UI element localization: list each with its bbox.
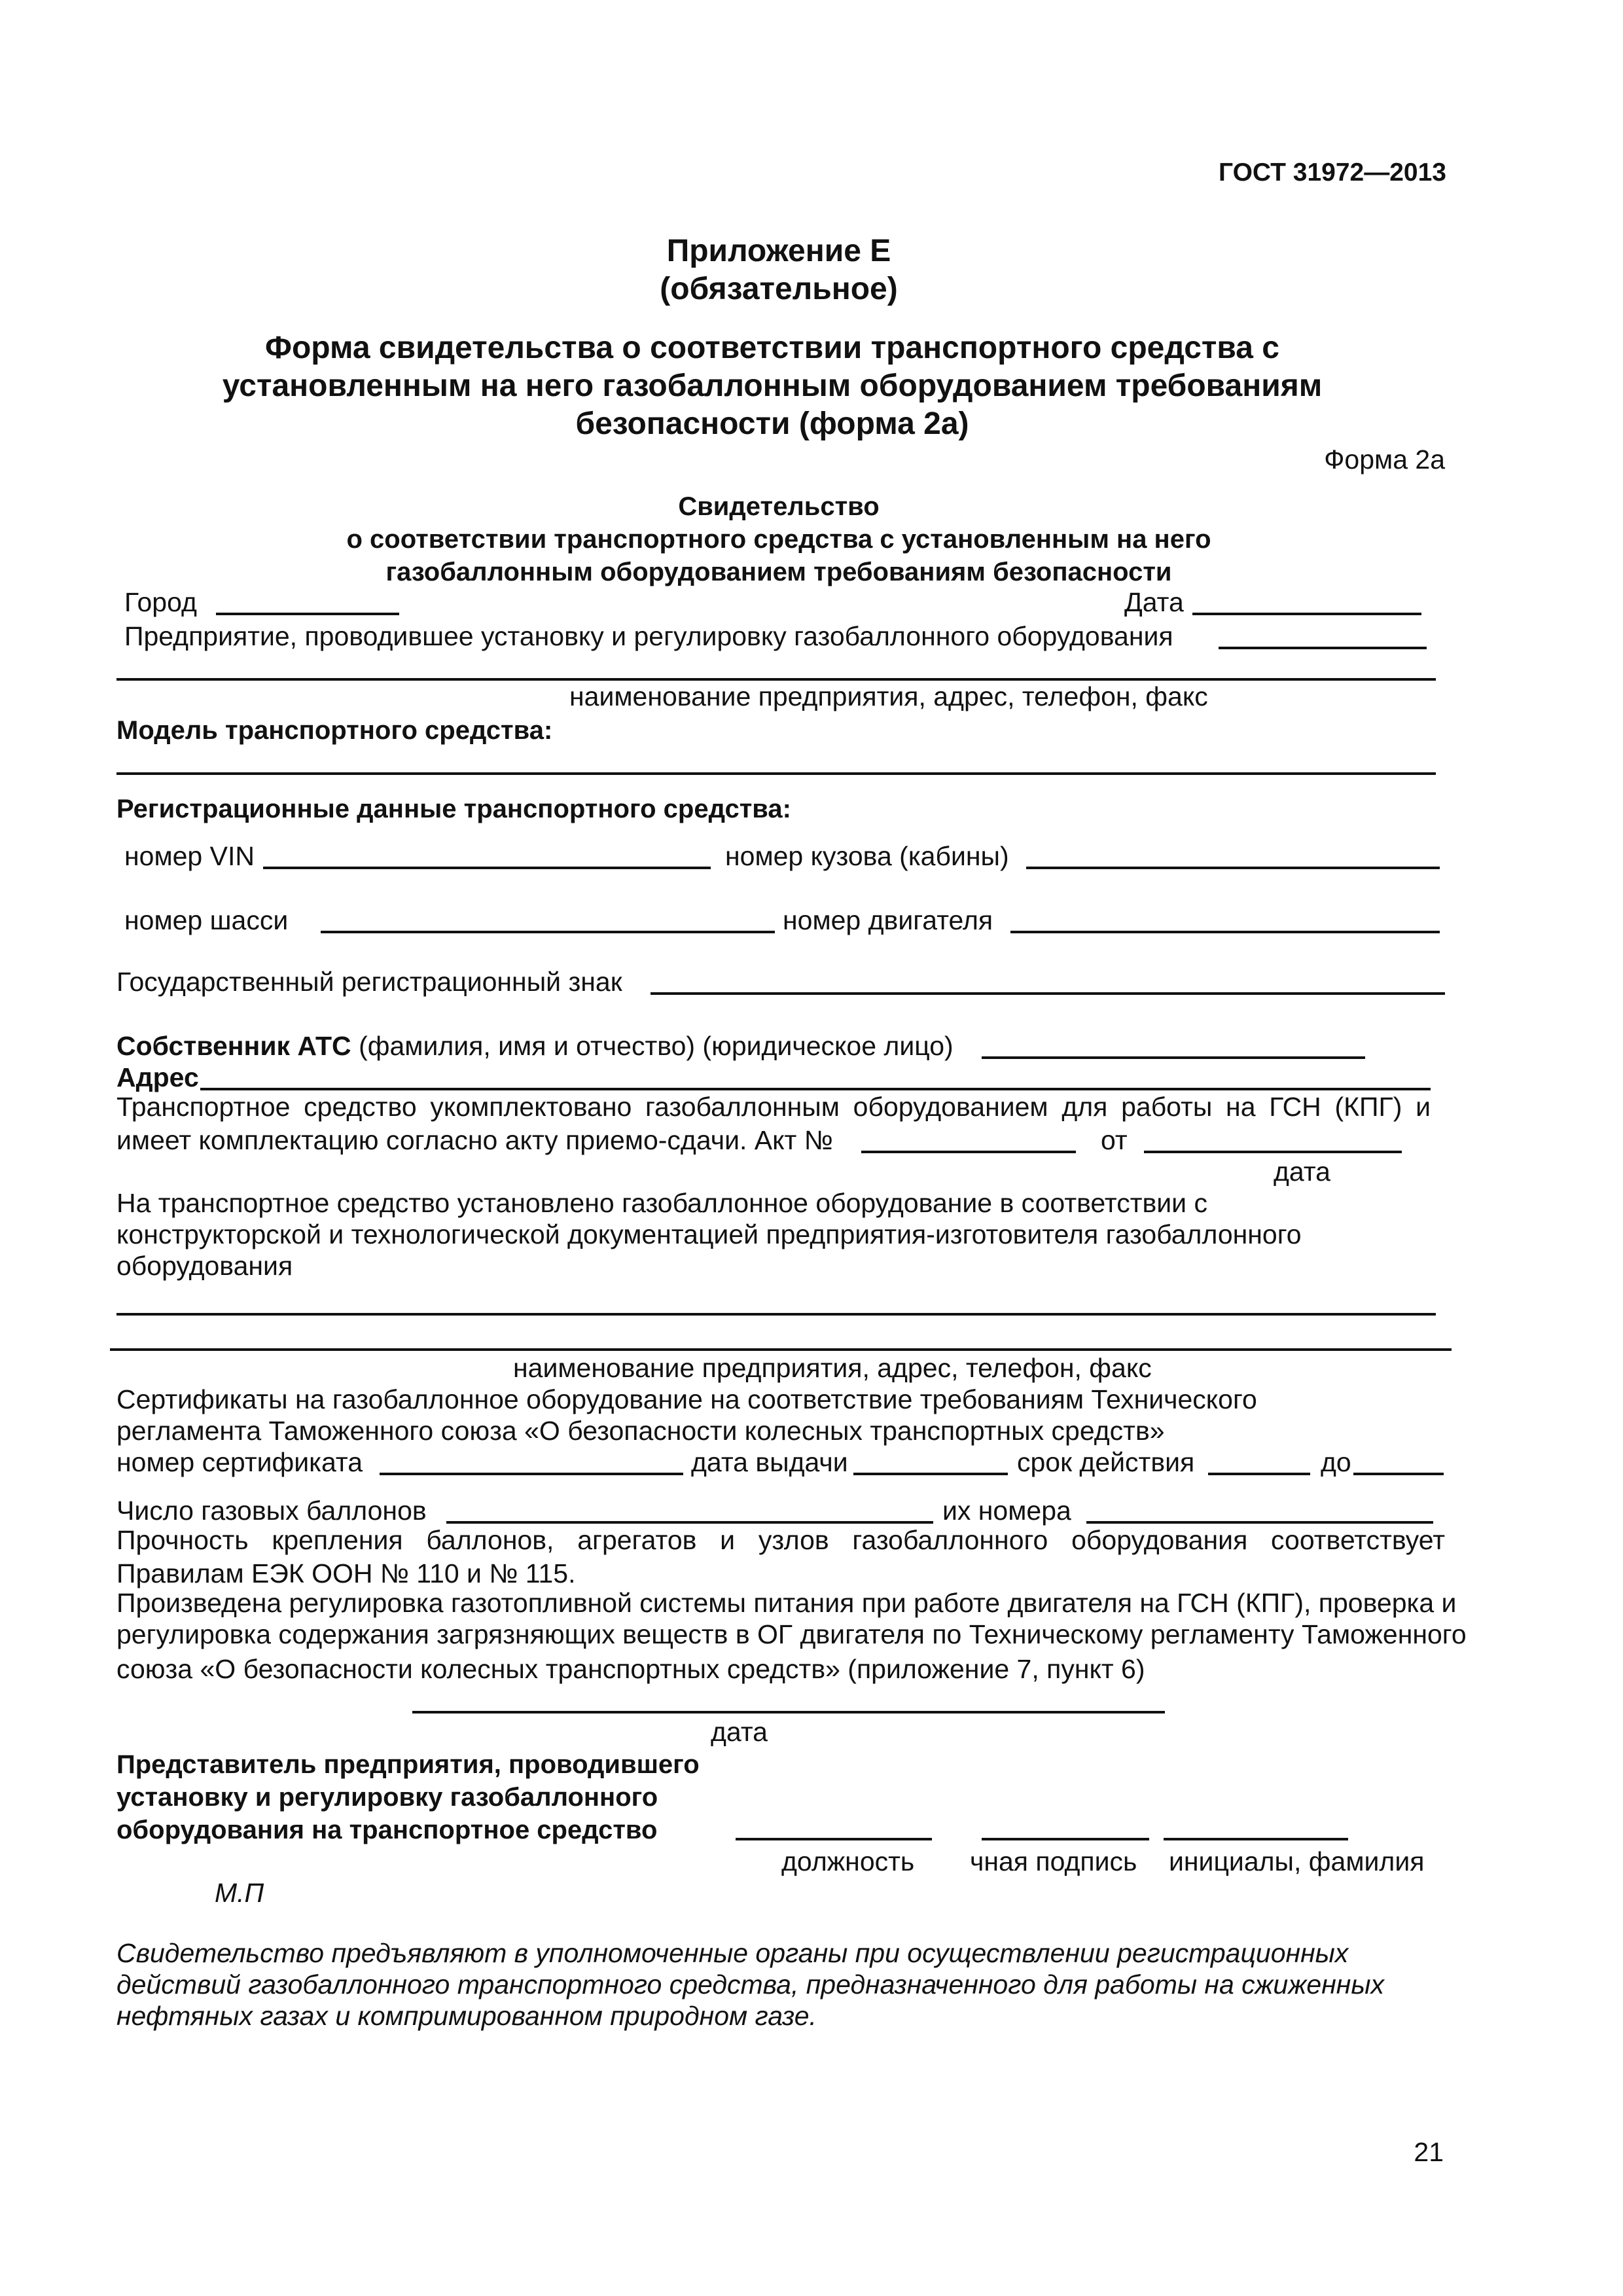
- engine-number-label: номер двигателя: [783, 905, 993, 935]
- page-number: 21: [1414, 2137, 1444, 2167]
- vin-field[interactable]: [263, 867, 711, 869]
- issue-date-label: дата выдачи: [691, 1447, 848, 1477]
- form-label: Форма 2а: [1324, 444, 1445, 475]
- installed-line-3: оборудования: [116, 1251, 293, 1281]
- address-label: Адрес: [116, 1062, 199, 1092]
- strength-line-1: Прочность крепления баллонов, агрегатов и узлов газобаллонного оборудования соответствует: [116, 1525, 1445, 1555]
- certificates-line-2: регламента Таможенного союза «О безопасности колесных транспортных средств»: [116, 1416, 1165, 1446]
- position-field[interactable]: [736, 1838, 932, 1840]
- certificates-line-1: Сертификаты на газобаллонное оборудование на соответствие требованиям Технического: [116, 1384, 1257, 1414]
- their-numbers-label: их номера: [942, 1496, 1071, 1526]
- initials-field[interactable]: [1164, 1838, 1348, 1840]
- initials-caption: инициалы, фамилия: [1169, 1846, 1425, 1876]
- vehicle-model-field[interactable]: [116, 772, 1436, 775]
- footnote-line-1: Свидетельство предъявляют в уполномоченные органы при осуществлении регистрационных: [116, 1938, 1349, 1968]
- manufacturer-field-2[interactable]: [110, 1348, 1452, 1351]
- cert-number-field[interactable]: [380, 1473, 683, 1475]
- act-date-caption: дата: [1274, 1157, 1330, 1187]
- cylinders-label: Число газовых баллонов: [116, 1496, 427, 1526]
- representative-line-3: оборудования на транспортное средство: [116, 1816, 658, 1844]
- owner-label-bold: Собственник АТС: [116, 1031, 351, 1061]
- city-field[interactable]: [216, 613, 399, 615]
- stamp-label: М.П: [215, 1878, 264, 1908]
- chassis-number-label: номер шасси: [124, 905, 289, 935]
- validity-label: срок действия: [1017, 1447, 1195, 1477]
- issue-date-field[interactable]: [853, 1473, 1008, 1475]
- act-number-field[interactable]: [861, 1151, 1076, 1153]
- chassis-number-field[interactable]: [321, 931, 775, 933]
- installed-line-2: конструкторской и технологической документацией предприятия-изготовителя газобаллонного: [116, 1219, 1302, 1249]
- vehicle-model-label: Модель транспортного средства:: [116, 716, 553, 745]
- until-field[interactable]: [1353, 1473, 1444, 1475]
- address-field[interactable]: [200, 1088, 1431, 1090]
- representative-line-1: Представитель предприятия, проводившего: [116, 1750, 700, 1779]
- adjustment-date-field[interactable]: [412, 1711, 1165, 1713]
- engine-number-field[interactable]: [1010, 931, 1440, 933]
- cert-number-label: номер сертификата: [116, 1447, 363, 1477]
- equipped-line-1: Транспортное средство укомплектовано газобаллонным оборудованием для работы на ГСН (КПГ) и: [116, 1092, 1431, 1122]
- adjustment-line-1: Произведена регулировка газотопливной системы питания при работе двигателя на ГСН (КПГ), проверка и: [116, 1588, 1457, 1618]
- adjustment-line-3: союза «О безопасности колесных транспортных средств» (приложение 7, пункт 6): [116, 1654, 1145, 1684]
- adjustment-date-caption: дата: [711, 1717, 768, 1747]
- appendix-title: Приложение Е: [666, 234, 891, 268]
- certificate-subtitle-line-1: о соответствии транспортного средства с установленным на него: [346, 525, 1211, 554]
- form-title-line-1: Форма свидетельства о соответствии транспортного средства с: [264, 331, 1279, 365]
- certificate-subtitle-line-2: газобаллонным оборудованием требованиям безопасности: [385, 558, 1172, 586]
- cylinders-field[interactable]: [446, 1521, 933, 1524]
- registration-data-label: Регистрационные данные транспортного средства:: [116, 795, 791, 823]
- certificate-title: Свидетельство: [678, 492, 880, 521]
- enterprise-caption: наименование предприятия, адрес, телефон, факс: [569, 681, 1208, 711]
- footnote-line-3: нефтяных газах и компримированном природном газе.: [116, 2001, 817, 2031]
- owner-label-rest: (фамилия, имя и отчество) (юридическое лицо): [359, 1031, 954, 1061]
- enterprise-label: Предприятие, проводившее установку и регулировку газобаллонного оборудования: [124, 621, 1173, 651]
- state-plate-label: Государственный регистрационный знак: [116, 967, 622, 997]
- date-field[interactable]: [1192, 613, 1421, 615]
- signature-field[interactable]: [982, 1838, 1149, 1840]
- manufacturer-field-1[interactable]: [116, 1313, 1436, 1316]
- enterprise-field[interactable]: [116, 678, 1436, 681]
- installed-line-1: На транспортное средство установлено газобаллонное оборудование в соответствии с: [116, 1188, 1207, 1218]
- act-from-label: от: [1101, 1125, 1128, 1155]
- state-plate-field[interactable]: [651, 992, 1445, 995]
- form-title-line-3: безопасности (форма 2а): [575, 406, 969, 441]
- manufacturer-caption: наименование предприятия, адрес, телефон, факс: [513, 1353, 1152, 1383]
- footnote-line-2: действий газобаллонного транспортного средства, предназначенного для работы на сжиженных: [116, 1969, 1385, 2000]
- position-caption: должность: [781, 1846, 915, 1876]
- act-date-field[interactable]: [1144, 1151, 1402, 1153]
- strength-line-2: Правилам ЕЭК ООН № 110 и № 115.: [116, 1558, 576, 1588]
- representative-line-2: установку и регулировку газобаллонного: [116, 1783, 658, 1812]
- owner-label: [116, 1033, 954, 1060]
- adjustment-line-2: регулировка содержания загрязняющих веществ в ОГ двигателя по Техническому регламенту Таможенного: [116, 1619, 1467, 1649]
- body-number-field[interactable]: [1026, 867, 1440, 869]
- body-number-label: номер кузова (кабины): [725, 841, 1009, 871]
- signature-caption: чная подпись: [970, 1846, 1137, 1876]
- enterprise-field-inline[interactable]: [1219, 647, 1427, 649]
- validity-field[interactable]: [1208, 1473, 1310, 1475]
- form-title-line-2: установленным на него газобаллонным оборудованием требованиям: [222, 368, 1323, 403]
- their-numbers-field[interactable]: [1086, 1521, 1433, 1524]
- appendix-status: (обязательное): [660, 272, 898, 306]
- standard-number: ГОСТ 31972—2013: [1219, 158, 1446, 187]
- owner-field[interactable]: [982, 1056, 1365, 1059]
- date-label: Дата: [1124, 587, 1184, 617]
- until-label: до: [1321, 1447, 1351, 1477]
- equipped-line-2: имеет комплектацию согласно акту приемо-сдачи. Акт №: [116, 1125, 833, 1155]
- city-label: Город: [124, 587, 197, 617]
- vin-label: номер VIN: [124, 841, 255, 871]
